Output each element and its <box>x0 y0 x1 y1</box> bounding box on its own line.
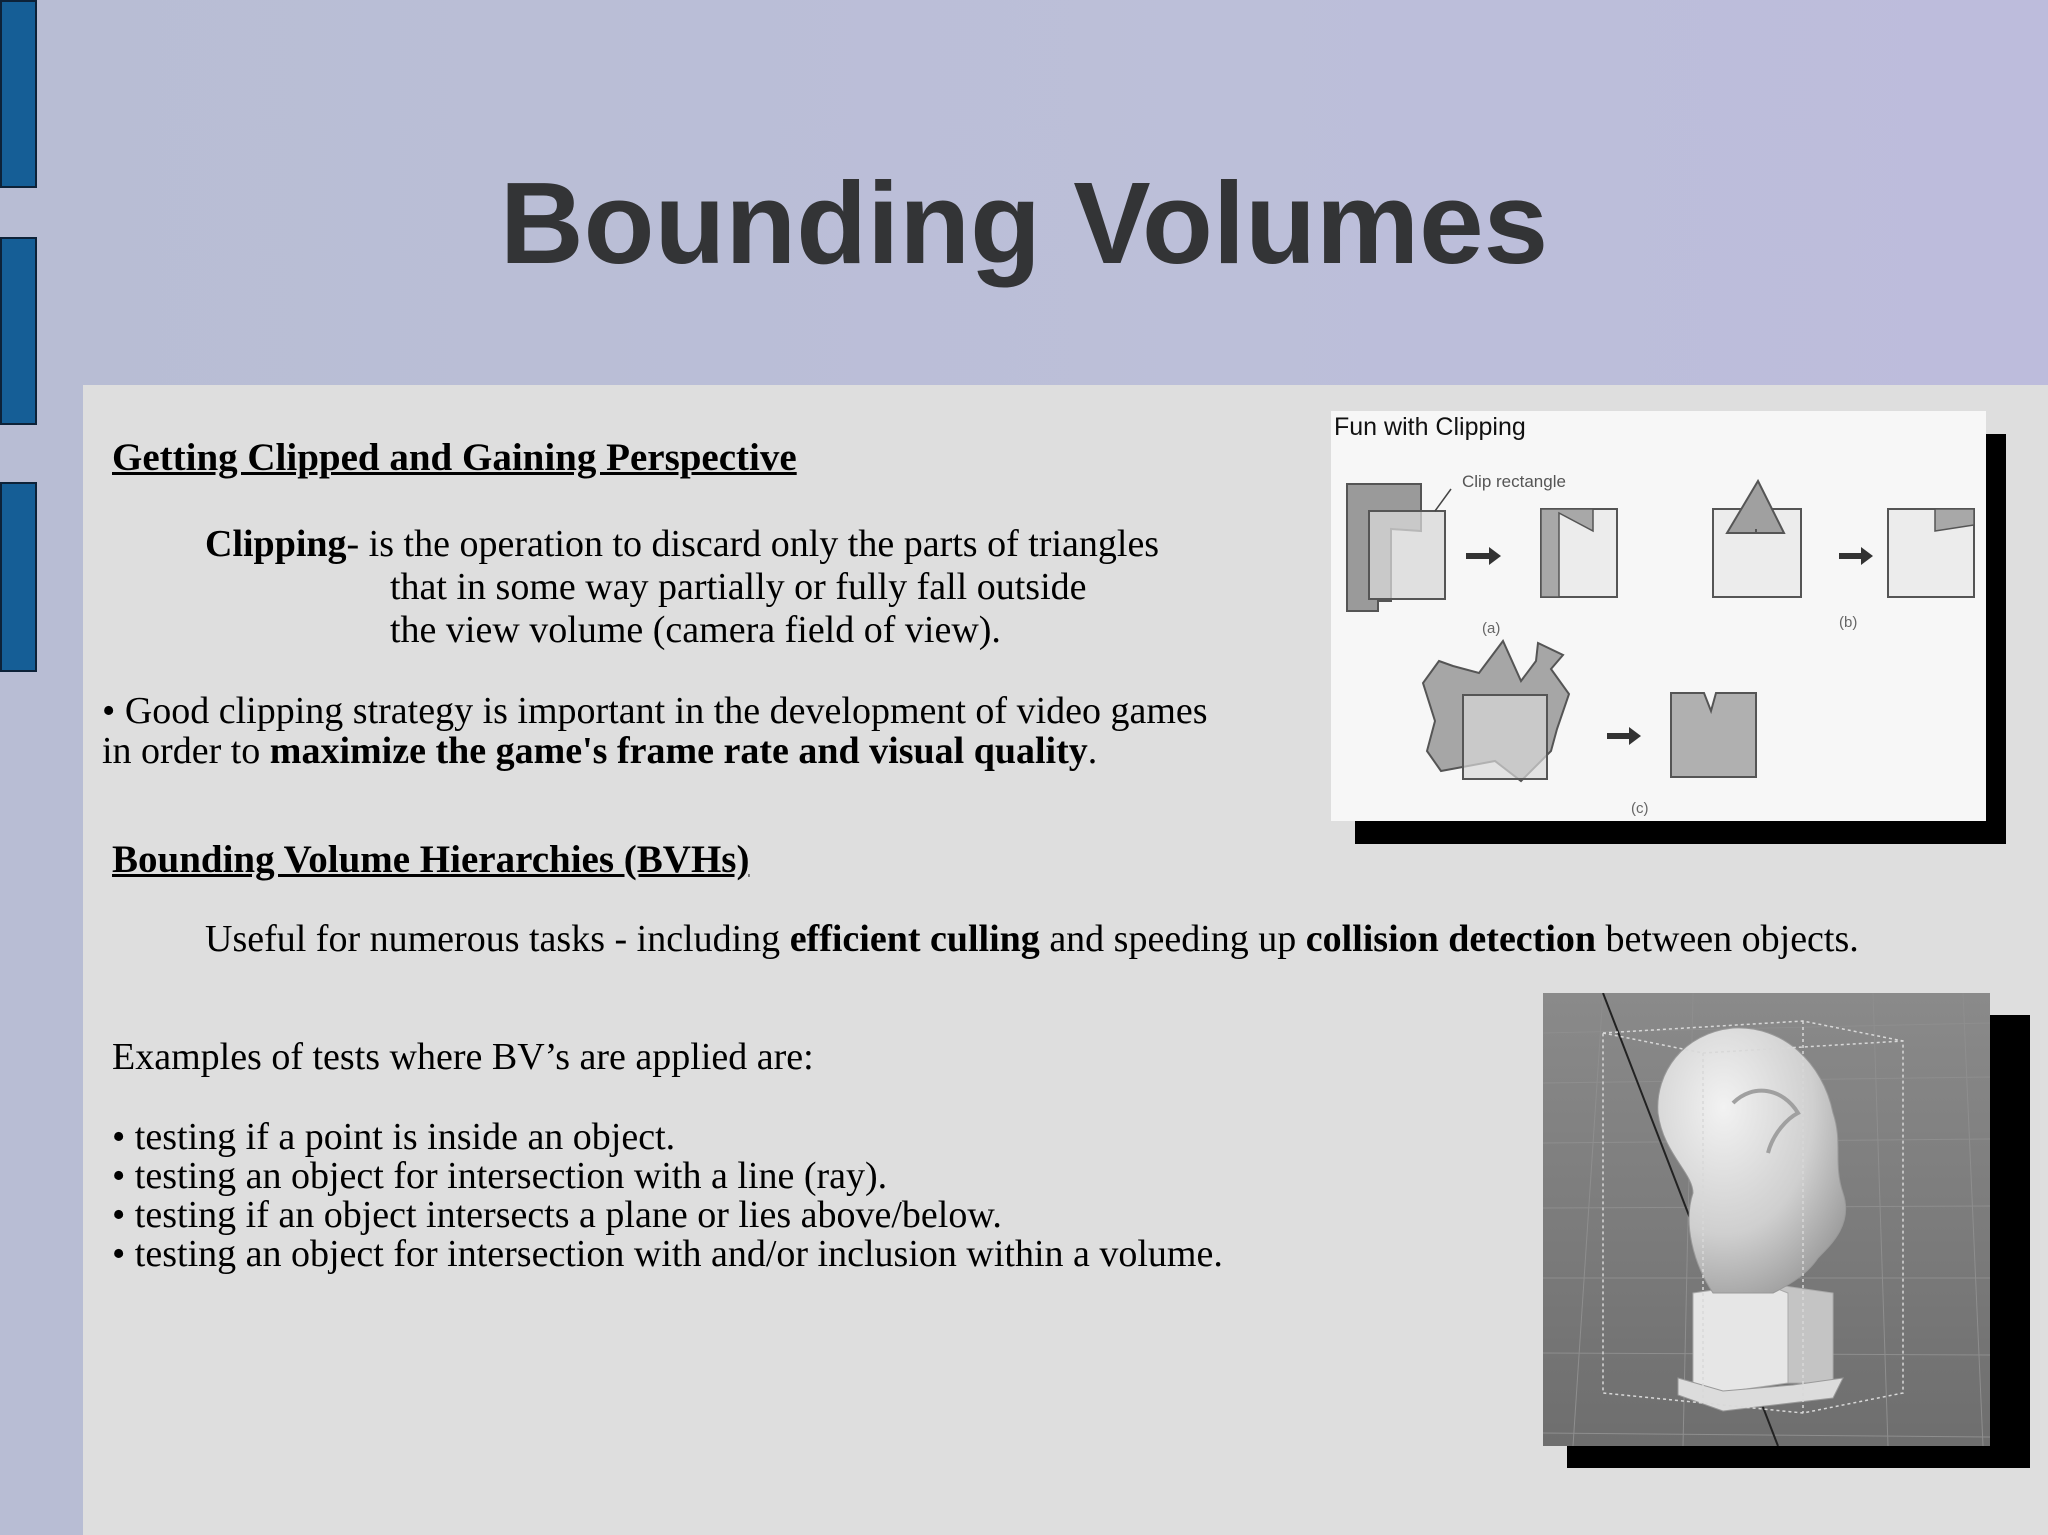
arrow-a <box>1466 547 1501 565</box>
bvh-usefulness <box>205 918 1859 961</box>
pedestal-front <box>1693 1283 1788 1393</box>
example-item: • testing an object for intersection with a line (ray). <box>112 1155 888 1197</box>
clip-example-a <box>1347 484 1617 611</box>
bullet-line2-start: in order to <box>102 730 270 772</box>
clipping-figure <box>1331 411 1986 821</box>
subfigure-c-label: (c) <box>1631 800 1649 817</box>
clipping-definition-line2: that in some way partially or fully fall outside <box>390 566 1087 608</box>
bullet-text: Good clipping strategy is important in the development of video games <box>115 690 1208 732</box>
useful-text-1: Useful for numerous tasks - including <box>205 918 790 960</box>
collision-detection: collision detection <box>1305 918 1597 960</box>
clipping-term: Clipping <box>205 523 347 565</box>
example-item: • testing an object for intersection with and/or inclusion within a volume. <box>112 1233 1223 1275</box>
subfigure-b-label: (b) <box>1839 614 1858 631</box>
arrow-b <box>1839 547 1873 565</box>
bullet-line2-end: . <box>1087 730 1098 772</box>
bullet-line2-bold: maximize the game's frame rate and visual quality <box>269 730 1088 772</box>
clipping-strategy-line2 <box>102 730 1097 773</box>
clip-rectangle-label: Clip rectangle <box>1462 472 1566 491</box>
clip-label-pointer <box>1435 489 1451 511</box>
subfigure-a-label: (a) <box>1482 620 1501 637</box>
example-item: • testing if a point is inside an object. <box>112 1116 676 1158</box>
triangle-b-input <box>1727 481 1784 533</box>
efficient-culling: efficient culling <box>789 918 1040 960</box>
clipping-figure-caption: Fun with Clipping <box>1334 413 1526 441</box>
bust-bounding-volume-figure <box>1543 993 1990 1446</box>
examples-intro: Examples of tests where BV’s are applied are: <box>112 1036 814 1078</box>
sidebar-tab-3 <box>0 482 37 672</box>
clipping-diagram <box>1331 411 1986 821</box>
example-item: • testing if an object intersects a plane or lies above/below. <box>112 1194 1002 1236</box>
clipping-definition-line3: the view volume (camera field of view). <box>390 609 1001 651</box>
clipping-definition-line1 <box>205 523 1159 566</box>
clipping-strategy-line1 <box>102 690 1208 733</box>
sidebar-tab-1 <box>0 0 37 188</box>
bullet-mark: • <box>102 690 116 732</box>
clip-example-c <box>1423 641 1756 781</box>
clip-rectangle-a <box>1369 511 1445 599</box>
definition-text-1: - is the operation to discard only the parts of triangles <box>346 523 1160 565</box>
useful-text-3: between objects. <box>1596 918 1859 960</box>
section2-heading: Bounding Volume Hierarchies (BVHs) <box>112 838 750 881</box>
useful-text-2: and speeding up <box>1039 918 1306 960</box>
slide-title: Bounding Volumes <box>499 158 1549 288</box>
section1-heading: Getting Clipped and Gaining Perspective <box>112 436 797 479</box>
clip-rectangle-c <box>1463 695 1547 779</box>
polygon-c-clipped <box>1671 693 1756 777</box>
clip-example-b <box>1713 481 1974 597</box>
bust-render <box>1543 993 1990 1446</box>
arrow-c <box>1607 727 1641 745</box>
